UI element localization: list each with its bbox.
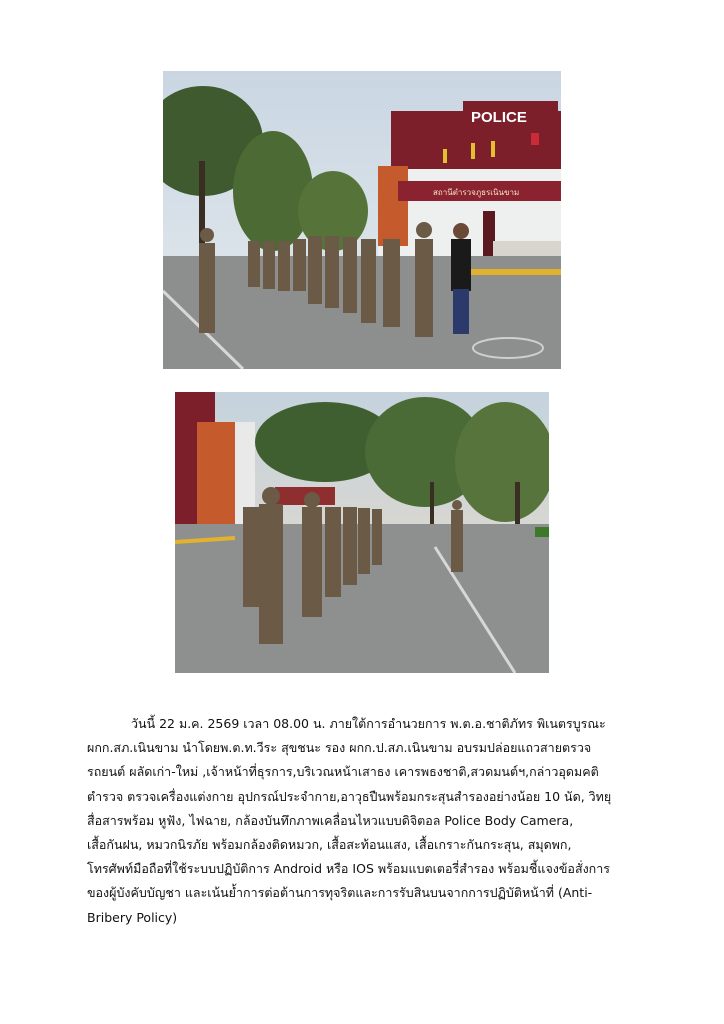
paragraph-line: เสื้อกันฝน, หมวกนิรภัย พร้อมกล้องติดหมวก, เสื้อสะท้อนแสง, เสื้อเกราะกันกระสุน, สมุดพก, bbox=[87, 837, 572, 853]
paragraph-line: รถยนต์ ผลัดเก่า-ใหม่ ,เจ้าหน้าที่ธุรการ,บริเวณหน้าเสาธง เคารพธงชาติ,สวดมนต์ฯ,กล่าวอุดมคติ bbox=[87, 764, 599, 780]
paragraph-line: ตำรวจ ตรวจเครื่องแต่งกาย อุปกรณ์ประจำกาย,อาวุธปืนพร้อมกระสุนสำรองอย่างน้อย 10 นัด, วิทยุ bbox=[87, 788, 612, 804]
photo-1-image bbox=[163, 71, 561, 369]
police-sign-text: POLICE bbox=[471, 109, 527, 126]
photo-2-image bbox=[175, 392, 549, 673]
body-paragraph bbox=[87, 712, 647, 930]
paragraph-line: วันนี้ 22 ม.ค. 2569 เวลา 08.00 น. ภายใต้การอำนวยการ พ.ต.อ.ชาติภัทร พิเนตรบูรณะ bbox=[131, 716, 606, 731]
paragraph-line: Bribery Policy) bbox=[87, 909, 178, 925]
paragraph-line: ของผู้บังคับบัญชา และเน้นย้ำการต่อต้านการทุจริตและการรับสินบนจากการปฏิบัติหน้าที่ (Anti- bbox=[87, 885, 593, 901]
paragraph-line: สื่อสารพร้อม หูฟัง, ไฟฉาย, กล้องบันทึกภาพเคลื่อนไหวแบบดิจิตอล Police Body Camera, bbox=[87, 812, 574, 828]
paragraph-line: โทรศัพท์มือถือที่ใช้ระบบปฏิบัติการ Android หรือ IOS พร้อมแบตเตอรี่สำรอง พร้อมชี้แจงข้อสั่งการ bbox=[87, 861, 610, 877]
photo-formation-front-of-station bbox=[163, 71, 561, 369]
photo-formation-courtyard bbox=[175, 392, 549, 673]
paragraph-line: ผกก.สภ.เนินขาม นำโดยพ.ต.ท.วีระ สุขชนะ รอง ผกก.ป.สภ.เนินขาม อบรมปล่อยแถวสายตรวจ bbox=[87, 740, 592, 756]
station-name-sign: สถานีตำรวจภูธรเนินขาม bbox=[433, 188, 520, 197]
